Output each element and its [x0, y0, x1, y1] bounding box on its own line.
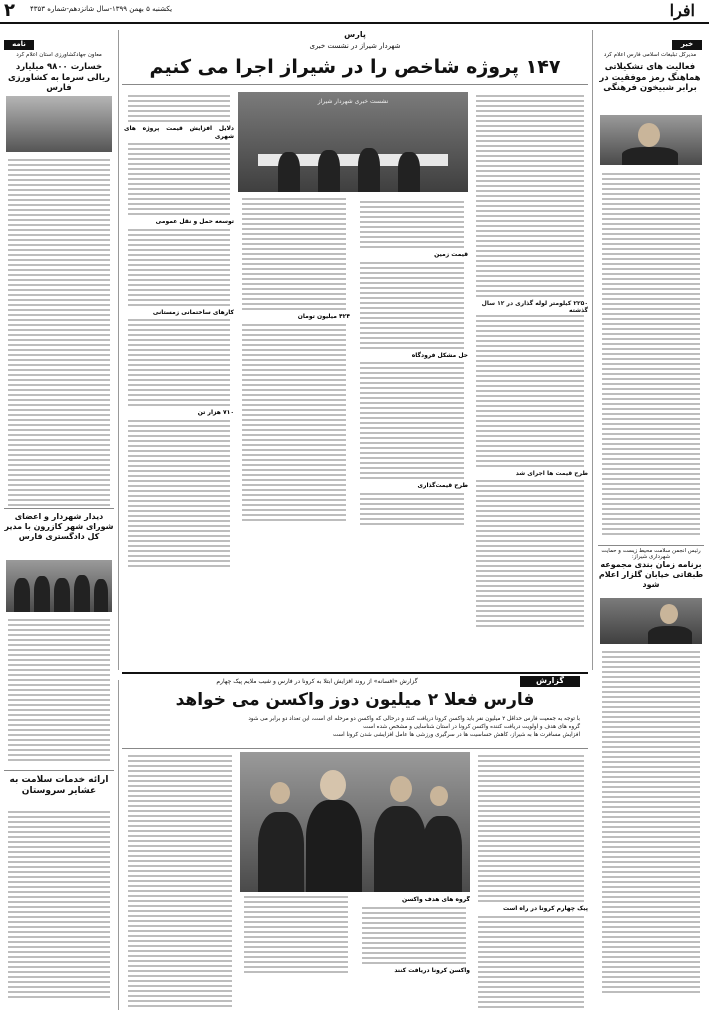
section-divider	[4, 508, 114, 509]
subhead: قیمت زمین	[434, 251, 468, 258]
frost-damage-photo	[6, 96, 112, 152]
subhead: حل مشکل فرودگاه	[411, 351, 468, 359]
section-divider	[598, 545, 704, 546]
crowd-masks-photo	[240, 752, 470, 892]
press-conference-photo	[238, 92, 468, 192]
subhead: ۴۲۴ میلیون تومان	[297, 313, 350, 320]
subhead: واکسن کرونا دریافت کنند	[394, 966, 470, 974]
left-body-text	[4, 156, 114, 506]
subhead: پیک چهارم کرونا در راه است	[502, 905, 588, 912]
left-top-kicker: معاون جهادکشاورزی استان اعلام کرد	[16, 52, 102, 58]
section-tag-left: نامه	[4, 40, 34, 50]
photo-banner: نشست خبری شهردار شیراز	[317, 98, 389, 105]
masthead	[0, 0, 709, 24]
subhead: طرح قیمت ها اجرای شد	[472, 470, 588, 477]
section-tag-news: خبر	[672, 40, 702, 50]
report-bullet: گروه های هدف و اولویت دریافت کننده واکسن کرونا در استان شناسایی و مشخص شده است	[363, 724, 580, 730]
main-kicker: پارس	[344, 30, 366, 39]
page-number: ۲	[4, 0, 15, 21]
section-divider	[4, 770, 114, 771]
column-divider	[118, 30, 119, 670]
right-body-text	[598, 170, 704, 540]
report-bullet: افزایش مسافرت ها به شیراز، کاهش حساسیت ها در سرگیری ورزشی ها عامل افزایشی شدن کرونا است	[333, 732, 580, 738]
subhead: طرح قیمت‌گذاری	[417, 482, 468, 490]
report-kicker: گزارش «افسانه» از روند افزایش ابتلا به کرونا در فارس و شیب ملایم پیک چهارم	[216, 678, 418, 685]
left-top-headline: خسارت ۹۸۰۰ میلیارد ریالی سرما به کشاورزی فارس	[7, 62, 111, 94]
main-col-1	[472, 92, 588, 667]
main-col-2-3	[238, 198, 468, 668]
column-divider	[592, 30, 593, 670]
meeting-photo	[6, 560, 112, 612]
right-mid-kicker: رئیس انجمن سلامت محیط زیست و حمایت شهرداری شیراز:	[601, 548, 701, 560]
main-headline: ۱۴۷ پروژه شاخص را در شیراز اجرا می کنیم	[149, 56, 561, 78]
report-col-1	[474, 752, 588, 1010]
left-mid-headline: دیدار شهردار و اعضای شورای شهر کازرون با مدیر کل دادگستری فارس	[4, 512, 114, 541]
column-divider	[118, 680, 119, 1010]
right-mid-headline: برنامه زمان بندی مجموعه طبقاتی خیابان گلزار اعلام شود	[598, 560, 704, 589]
report-col-2-3	[240, 896, 470, 1010]
main-subtitle: شهردار شیراز در نشست خبری	[309, 42, 401, 50]
subhead: ۲۲۵۰ کیلومتر لوله گذاری در ۱۲ سال گذشته	[472, 300, 588, 314]
main-col-4	[124, 92, 234, 667]
section-tag-report: گزارش	[520, 676, 580, 687]
report-top-rule	[122, 672, 588, 674]
left-bottom-headline: ارائه خدمات سلامت به عشایر سروستان	[9, 775, 109, 797]
newspaper-logo: افرا	[669, 1, 695, 20]
portrait-photo	[600, 115, 702, 165]
date-line: یکشنبه ۵ بهمن ۱۳۹۹-سال شانزدهم-شماره ۴۳۵۳	[30, 5, 173, 13]
report-bullets	[130, 715, 580, 739]
report-bullet-rule	[122, 748, 588, 749]
headline-rule	[122, 84, 588, 85]
report-bullet: با توجه به جمعیت فارس حداقل ۲ میلیون نفر باید واکسن کرونا دریافت کنند و درحالی که واکسن دو مرحله ای است، این تعداد دو برابر می شود	[248, 716, 580, 722]
official-photo	[600, 598, 702, 644]
left-mid-text	[4, 616, 114, 766]
subhead: کارهای ساختمانی زمستانی	[152, 308, 234, 316]
right-top-headline: فعالیت های تشکیلاتی هماهنگ رمز موفقیت در برابر شبیخون فرهنگی	[599, 62, 701, 94]
news-kicker: مدیرکل تبلیغات اسلامی فارس اعلام کرد	[603, 52, 697, 58]
subhead: گروه های هدف واکسن	[401, 896, 470, 903]
report-headline: فارس فعلا ۲ میلیون دوز واکسن می خواهد	[175, 690, 535, 710]
report-col-4	[124, 752, 236, 1010]
left-bottom-text	[4, 808, 114, 1008]
subhead: ۷۱۰ هزار تن	[197, 409, 234, 417]
subhead: دلایل افزایش قیمت پروژه های شهری	[124, 125, 234, 140]
right-lower-text	[598, 648, 704, 1008]
subhead: توسعه حمل و نقل عمومی	[155, 218, 234, 226]
